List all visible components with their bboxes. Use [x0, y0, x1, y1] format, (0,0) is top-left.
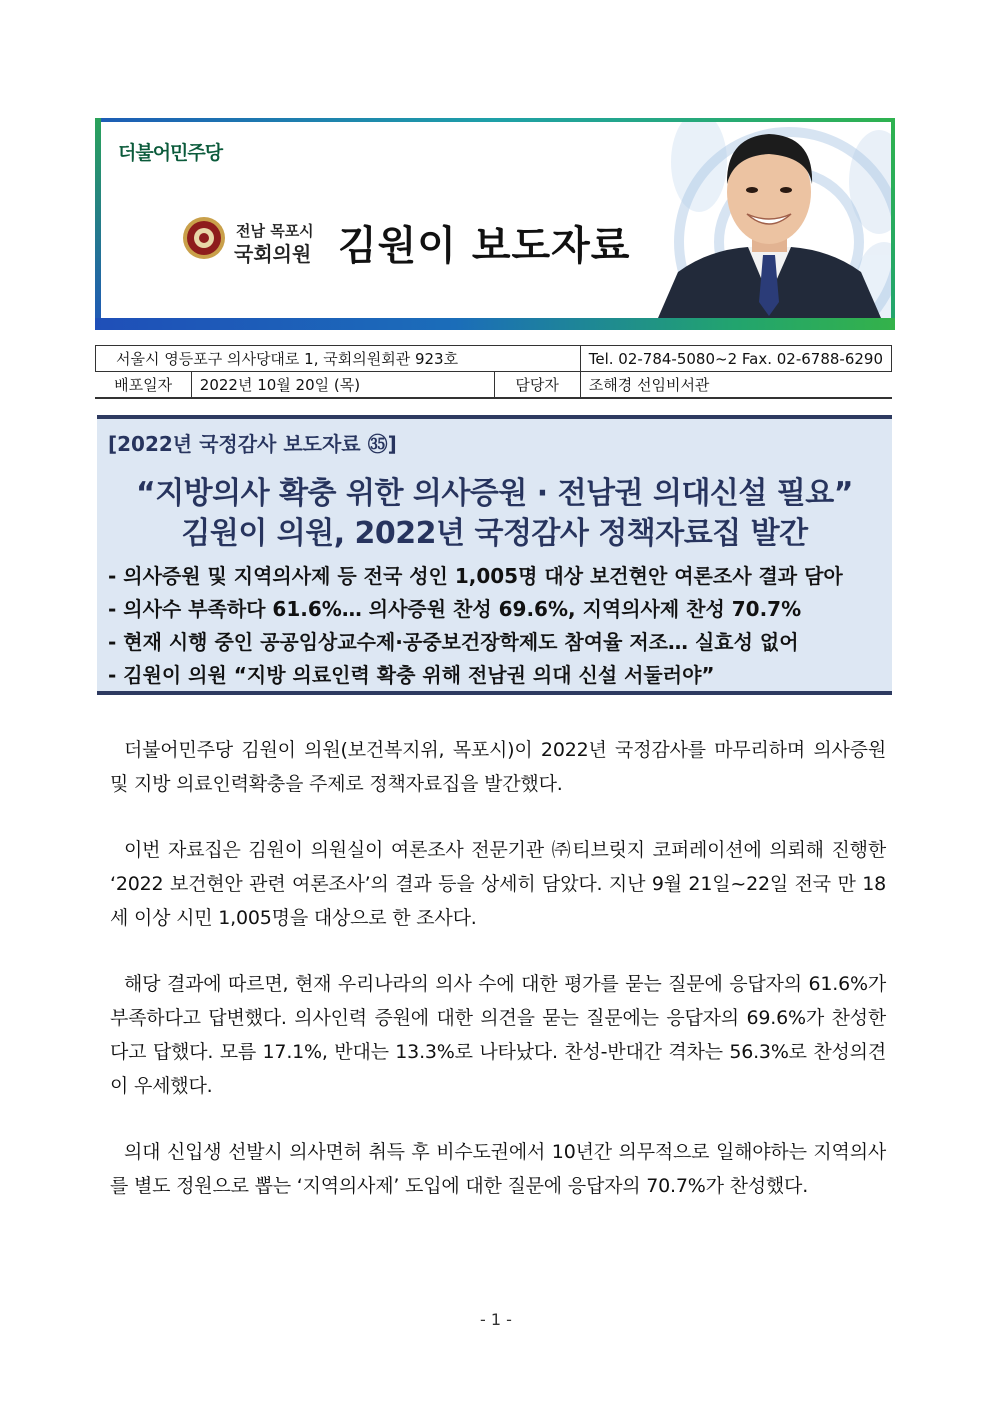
release-date-value: 2022년 10월 20일 (목) — [191, 372, 494, 398]
summary-bullet: - 현재 시행 중인 공공임상교수제·공중보건장학제도 참여율 저조… 실효성 없어 — [108, 630, 799, 654]
summary-bullet: - 김원이 의원 “지방 의료인력 확충 위해 전남권 의대 신설 서둘러야” — [108, 663, 715, 687]
release-date-label: 배포일자 — [96, 372, 192, 398]
banner-left-border — [95, 118, 101, 328]
contact-info-table — [95, 345, 892, 398]
office-address: 서울시 영등포구 의사당대로 1, 국회의원회관 923호 — [96, 346, 581, 372]
party-logo: 더불어민주당 — [118, 142, 223, 164]
headline-subtitle: 김원이 의원, 2022년 국정감사 정책자료집 발간 — [181, 516, 808, 551]
member-portrait — [648, 122, 891, 318]
banner-right-border — [891, 118, 895, 328]
headline-title: “지방의사 확충 위한 의사증원 · 전남권 의대신설 필요” — [135, 476, 854, 511]
body-paragraph: 해당 결과에 따르면, 현재 우리나라의 의사 수에 대한 평가를 묻는 질문에 응답자의 61.6%가 부족하다고 답변했다. 의사인력 증원에 대한 의견을 묻는 질문에는 응답자의 69.6%가 찬성한다고 답했다. 모름 17.1%, 반대는 13.3%로 나타났다. 찬성-반대간 격차는 56.3%로 찬성의견이 우세했다. — [110, 973, 886, 1097]
body-paragraph: 더불어민주당 김원이 의원(보건복지위, 목포시)이 2022년 국정감사를 마무리하며 의사증원 및 지방 의료인력확충을 주제로 정책자료집을 발간했다. — [110, 739, 886, 795]
page-number: - 1 - — [480, 1310, 512, 1329]
banner-bottom-bar — [95, 318, 895, 330]
info-divider — [95, 397, 892, 399]
contact-person-value: 조해경 선임비서관 — [580, 372, 891, 398]
phone-fax: Tel. 02-784-5080~2 Fax. 02-6788-6290 — [580, 346, 891, 372]
member-role: 국회의원 — [234, 242, 312, 266]
summary-bullet: - 의사증원 및 지역의사제 등 전국 성인 1,005명 대상 보건현안 여론조사 결과 담아 — [108, 564, 843, 588]
summary-bullets — [108, 560, 843, 692]
member-region: 전남 목포시 — [236, 222, 314, 240]
national-assembly-emblem-icon — [182, 216, 226, 260]
release-series-tag: [2022년 국정감사 보도자료 ㉟] — [108, 432, 397, 456]
article-body — [110, 733, 886, 1235]
contact-person-label: 담당자 — [494, 372, 580, 398]
summary-bullet: - 의사수 부족하다 61.6%… 의사증원 찬성 69.6%, 지역의사제 찬성 70.7% — [108, 597, 802, 621]
banner-title: 김원이 보도자료 — [338, 223, 631, 269]
body-paragraph: 이번 자료집은 김원이 의원실이 여론조사 전문기관 ㈜티브릿지 코퍼레이션에 의뢰해 진행한 ‘2022 보건현안 관련 여론조사’의 결과 등을 상세히 담았다. 지난 9월 21일~22일 전국 만 18세 이상 시민 1,005명을 대상으로 한 조사다. — [110, 839, 886, 929]
body-paragraph: 의대 신입생 선발시 의사면허 취득 후 비수도권에서 10년간 의무적으로 일해야하는 지역의사를 별도 정원으로 뽑는 ‘지역의사제’ 도입에 대한 질문에 응답자의 70.7%가 찬성했다. — [110, 1141, 886, 1197]
